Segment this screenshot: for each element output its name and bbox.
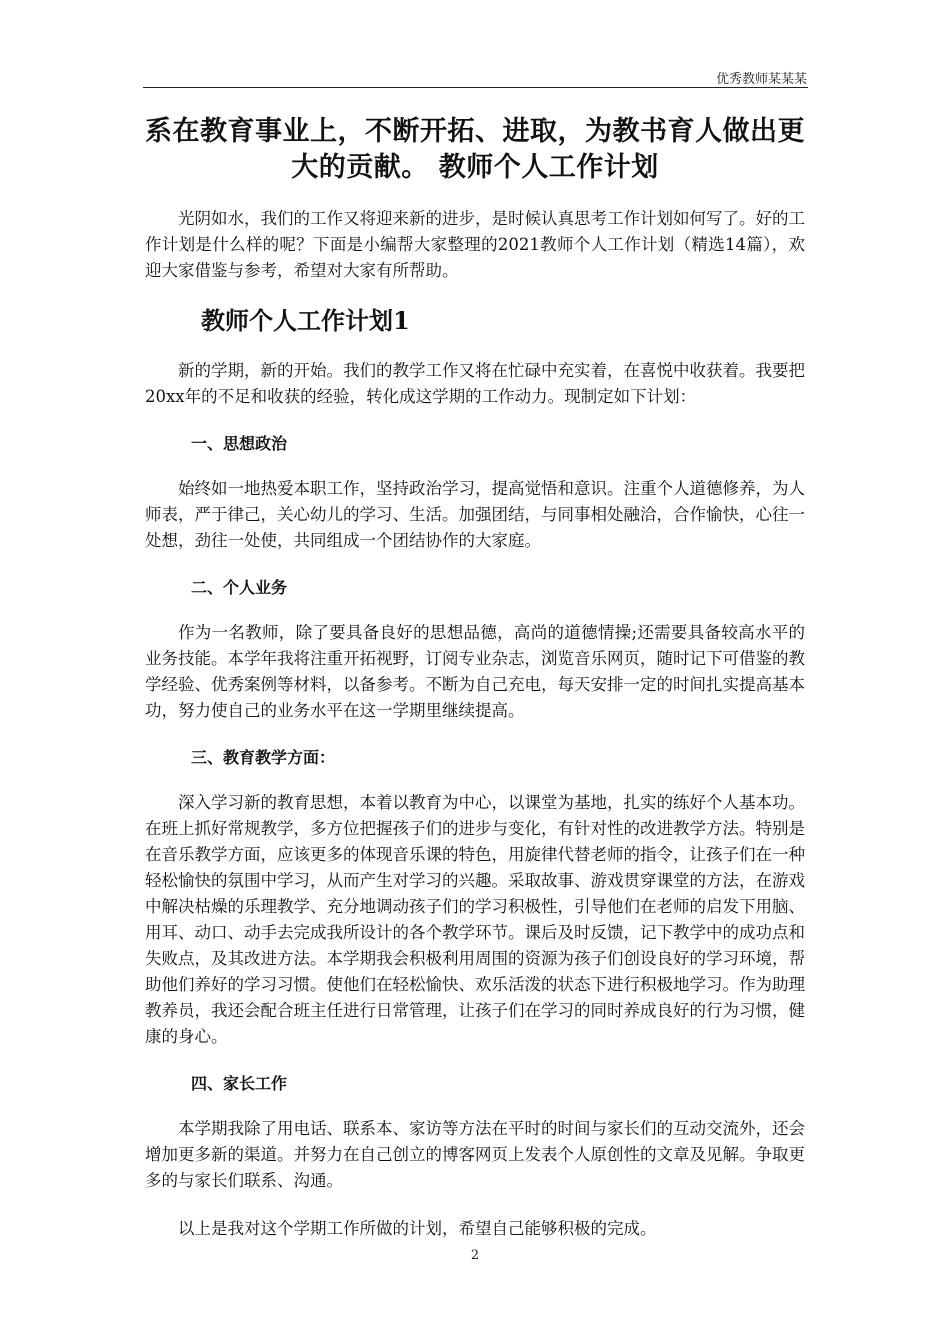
- subheading-ideology: 一、思想政治: [191, 434, 288, 453]
- subheading-teaching: 三、教育教学方面：: [191, 748, 336, 767]
- document-title: 系在教育事业上，不断开拓、进取，为教书育人做出更大的贡献。 教师个人工作计划: [145, 116, 805, 183]
- subheading-parents: 四、家长工作: [191, 1074, 288, 1093]
- paragraph-teaching: 深入学习新的教育思想，本着以教育为中心，以课堂为基地，扎实的练好个人基本功。在班上抓好常规教学，多方位把握孩子们的进步与变化，有针对性的改进教学方法。特别是在音乐教学方面，应该更多的体现音乐课的特色，用旋律代替老师的指令，让孩子们在一种轻松愉快的氛围中学习，从而产生对学习的兴趣。采取故事、游戏贯穿课堂的方法，在游戏中解决枯燥的乐理教学、充分地调动孩子们的学习积极性，引导他们在老师的启发下用脑、用耳、动口、动手去完成我所设计的各个教学环节。课后及时反馈，记下教学中的成功点和失败点，及其改进方法。本学期我会积极利用周围的资源为孩子们创设良好的学习环境，帮助他们养好的学习习惯。使他们在轻松愉快、欢乐活泼的状态下进行积极地学习。作为助理教养员，我还会配合班主任进行日常管理，让孩子们在学习的同时养成良好的行为习惯，健康的身心。: [145, 793, 805, 1046]
- closing-paragraph: 以上是我对这个学期工作所做的计划，希望自己能够积极的完成。: [178, 1219, 657, 1238]
- paragraph-parents: 本学期我除了用电话、联系本、家访等方法在平时的时间与家长们的互动交流外，还会增加更多新的渠道。并努力在自己创立的博客网页上发表个人原创性的文章及见解。争取更多的与家长们联系、沟通。: [145, 1119, 805, 1190]
- header-divider: [143, 87, 808, 88]
- page-header-text: 优秀教师某某某: [715, 72, 807, 87]
- page-number: 2: [470, 1248, 480, 1263]
- subheading-professional: 二、个人业务: [191, 578, 288, 597]
- opening-paragraph: 新的学期，新的开始。我们的教学工作又将在忙碌中充实着，在喜悦中收获着。我要把20xx年的不足和收获的经验，转化成这学期的工作动力。现制定如下计划：: [145, 361, 805, 406]
- document-body: [145, 114, 805, 1242]
- paragraph-professional: 作为一名教师，除了要具备良好的思想品德，高尚的道德情操;还需要具备较高水平的业务技能。本学年我将注重开拓视野，订阅专业杂志，浏览音乐网页，随时记下可借鉴的教学经验、优秀案例等材料，以备参考。不断为自己充电，每天安排一定的时间扎实提高基本功，努力使自己的业务水平在这一学期里继续提高。: [145, 623, 805, 720]
- paragraph-ideology: 始终如一地热爱本职工作，坚持政治学习，提高觉悟和意识。注重个人道德修养，为人师表，严于律己，关心幼儿的学习、生活。加强团结，与同事相处融洽，合作愉快，心往一处想，劲往一处使，共同组成一个团结协作的大家庭。: [145, 479, 805, 550]
- intro-paragraph: 光阴如水，我们的工作又将迎来新的进步，是时候认真思考工作计划如何写了。好的工作计划是什么样的呢？下面是小编帮大家整理的2021教师个人工作计划（精选14篇），欢迎大家借鉴与参考，希望对大家有所帮助。: [145, 209, 805, 280]
- section-title: 教师个人工作计划1: [201, 306, 410, 335]
